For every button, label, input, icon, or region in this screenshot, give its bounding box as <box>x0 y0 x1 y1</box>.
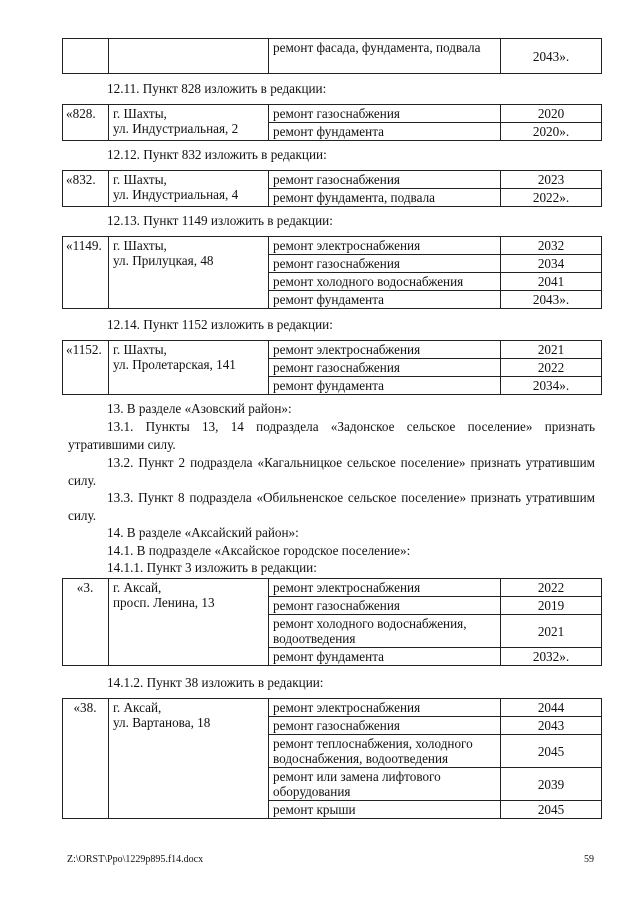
work-cell: ремонт газоснабжения <box>269 359 501 377</box>
year-cell: 2020». <box>501 123 602 141</box>
year-cell: 2021 <box>501 341 602 359</box>
table-row <box>63 237 602 255</box>
paragraph-12-11: 12.11. Пункт 828 изложить в редакции: <box>107 81 327 96</box>
table-item-1152 <box>62 340 602 395</box>
address-city: г. Шахты, <box>113 238 167 253</box>
year-cell: 2044 <box>501 699 602 717</box>
paragraph-14-1-2: 14.1.2. Пункт 38 изложить в редакции: <box>107 675 324 690</box>
address-city: г. Шахты, <box>113 172 167 187</box>
work-cell: ремонт теплоснабжения, холодного водоснабжения, водоотведения <box>269 735 501 768</box>
table-item-1149 <box>62 236 602 309</box>
table-item-828 <box>62 104 602 141</box>
address-street: ул. Индустриальная, 4 <box>113 187 239 202</box>
year-cell: 2032». <box>501 648 602 666</box>
paragraph-14-1: 14.1. В подразделе «Аксайское городское поселение»: <box>107 543 411 558</box>
table-continuation <box>62 38 602 74</box>
work-cell: ремонт фундамента <box>269 123 501 141</box>
work-cell: ремонт электроснабжения <box>269 579 501 597</box>
paragraph-12-12: 12.12. Пункт 832 изложить в редакции: <box>107 147 327 162</box>
work-cell: ремонт крыши <box>269 801 501 819</box>
paragraph-12-14: 12.14. Пункт 1152 изложить в редакции: <box>107 317 333 332</box>
footer-file-path: Z:\ORST\Ppo\1229p895.f14.docx <box>67 854 204 865</box>
work-cell: ремонт фундамента <box>269 377 501 395</box>
work-cell: ремонт газоснабжения <box>269 105 501 123</box>
number-cell: «38. <box>63 699 109 819</box>
address-street: просп. Ленина, 13 <box>113 595 215 610</box>
year-cell: 2039 <box>501 768 602 801</box>
address-city: г. Шахты, <box>113 342 167 357</box>
address-cell <box>109 579 269 666</box>
address-cell <box>109 171 269 207</box>
address-cell <box>109 39 269 74</box>
paragraph-13: 13. В разделе «Азовский район»: <box>107 401 292 416</box>
work-cell: ремонт холодного водоснабжения, водоотведения <box>269 615 501 648</box>
year-cell: 2045 <box>501 735 602 768</box>
table-row <box>63 579 602 597</box>
address-street: ул. Индустриальная, 2 <box>113 121 239 136</box>
number-cell: «828. <box>63 105 109 141</box>
work-cell: ремонт газоснабжения <box>269 717 501 735</box>
year-cell: 2045 <box>501 801 602 819</box>
year-cell: 2022 <box>501 579 602 597</box>
work-cell: ремонт газоснабжения <box>269 597 501 615</box>
table-item-3 <box>62 578 602 666</box>
work-cell: ремонт электроснабжения <box>269 237 501 255</box>
paragraph-13-3: 13.3. Пункт 8 подраздела «Обильненское сельское поселение» признать утратившим силу. <box>68 490 595 523</box>
year-cell: 2041 <box>501 273 602 291</box>
number-cell: «3. <box>63 579 109 666</box>
address-city: г. Аксай, <box>113 700 162 715</box>
work-cell: ремонт газоснабжения <box>269 255 501 273</box>
number-cell <box>63 39 109 74</box>
table-item-832 <box>62 170 602 207</box>
work-cell: ремонт или замена лифтового оборудования <box>269 768 501 801</box>
paragraph-12-13: 12.13. Пункт 1149 изложить в редакции: <box>107 213 333 228</box>
address-city: г. Шахты, <box>113 106 167 121</box>
year-cell: 2022 <box>501 359 602 377</box>
year-cell: 2043». <box>501 39 602 74</box>
work-cell: ремонт фасада, фундамента, подвала <box>269 39 501 74</box>
work-cell: ремонт фундамента, подвала <box>269 189 501 207</box>
table-item-38 <box>62 698 602 819</box>
year-cell: 2020 <box>501 105 602 123</box>
work-cell: ремонт газоснабжения <box>269 171 501 189</box>
table-row <box>63 105 602 123</box>
address-cell <box>109 699 269 819</box>
table-row <box>63 341 602 359</box>
work-cell: ремонт фундамента <box>269 291 501 309</box>
year-cell: 2019 <box>501 597 602 615</box>
table-row <box>63 39 602 74</box>
year-cell: 2021 <box>501 615 602 648</box>
address-cell <box>109 105 269 141</box>
year-cell: 2023 <box>501 171 602 189</box>
table-row <box>63 699 602 717</box>
year-cell: 2032 <box>501 237 602 255</box>
table-row <box>63 171 602 189</box>
footer-page-number: 59 <box>584 854 594 865</box>
work-cell: ремонт электроснабжения <box>269 699 501 717</box>
address-cell <box>109 237 269 309</box>
work-cell: ремонт электроснабжения <box>269 341 501 359</box>
year-cell: 2022». <box>501 189 602 207</box>
address-street: ул. Вартанова, 18 <box>113 715 211 730</box>
paragraph-13-2: 13.2. Пункт 2 подраздела «Кагальницкое сельское поселение» признать утратившим силу. <box>68 455 595 488</box>
paragraph-14: 14. В разделе «Аксайский район»: <box>107 525 299 540</box>
year-cell: 2034». <box>501 377 602 395</box>
address-street: ул. Прилуцкая, 48 <box>113 253 214 268</box>
number-cell: «1152. <box>63 341 109 395</box>
paragraph-14-1-1: 14.1.1. Пункт 3 изложить в редакции: <box>107 560 317 575</box>
work-cell: ремонт холодного водоснабжения <box>269 273 501 291</box>
address-street: ул. Пролетарская, 141 <box>113 357 236 372</box>
year-cell: 2043». <box>501 291 602 309</box>
number-cell: «832. <box>63 171 109 207</box>
address-cell <box>109 341 269 395</box>
number-cell: «1149. <box>63 237 109 309</box>
paragraph-13-1: 13.1. Пункты 13, 14 подраздела «Задонское сельское поселение» признать утратившими силу. <box>68 419 595 452</box>
year-cell: 2043 <box>501 717 602 735</box>
work-cell: ремонт фундамента <box>269 648 501 666</box>
year-cell: 2034 <box>501 255 602 273</box>
address-city: г. Аксай, <box>113 580 162 595</box>
